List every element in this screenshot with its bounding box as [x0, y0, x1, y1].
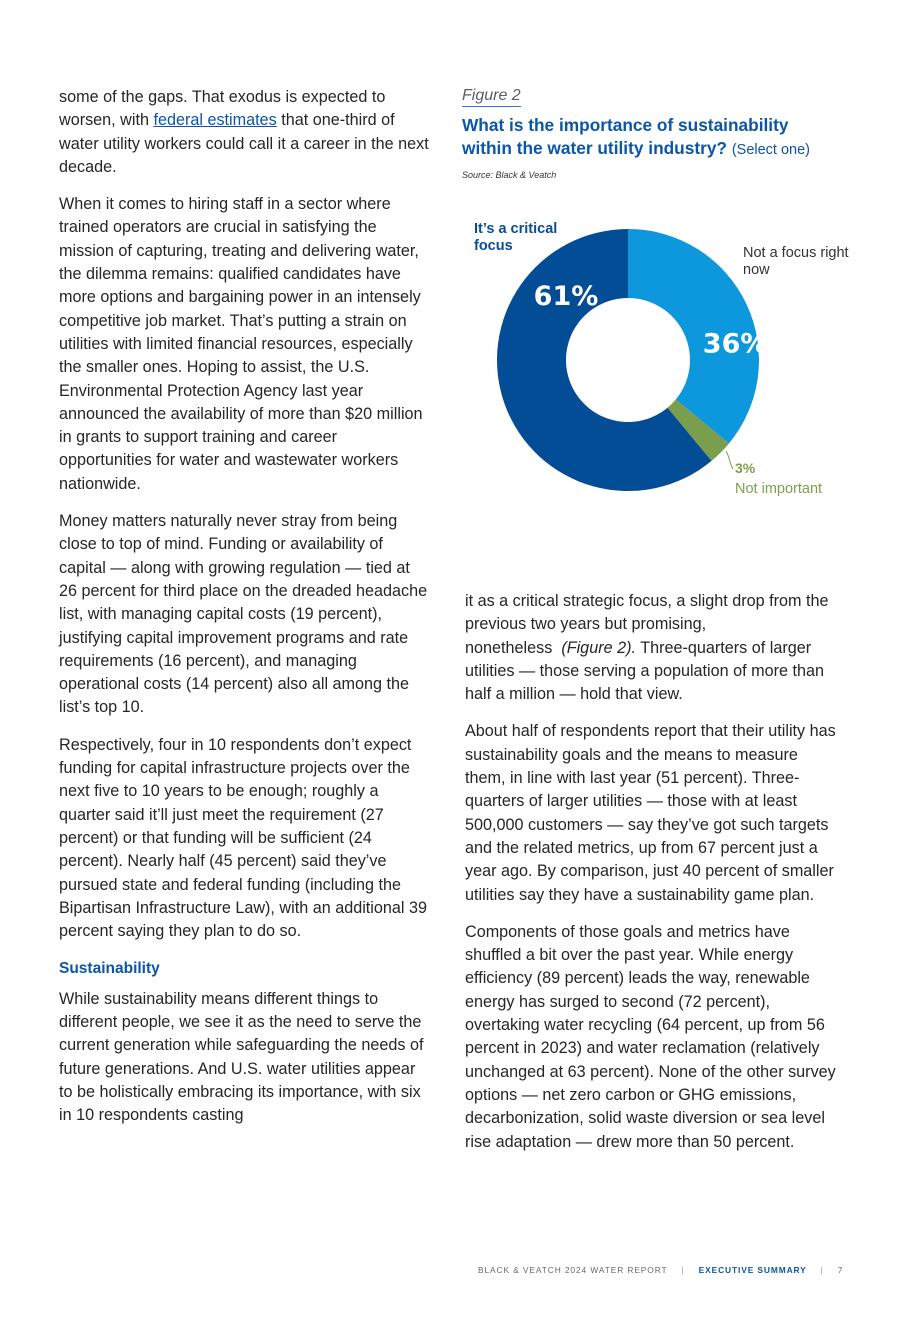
label-critical-focus: It’s a critical focus	[474, 221, 558, 254]
paragraph	[465, 590, 841, 706]
donut-chart	[460, 210, 780, 510]
footer-separator: |	[820, 1265, 824, 1275]
paragraph: About half of respondents report that their utility has sustainability goals and the means to measure them, in line with last year (51 percent). Three-quarters of larger utilities — those with at least 500,000 customers — say they’ve got such targets and the related metrics, up from 67 percent just a year ago. By comparison, just 40 percent of smaller utilities say they have a sustainability game plan.	[465, 722, 836, 904]
footer-section-link[interactable]: EXECUTIVE SUMMARY	[698, 1265, 807, 1275]
figure-label: Figure 2	[462, 87, 521, 107]
paragraph: When it comes to hiring staff in a sector where trained operators are crucial in satisfying the mission of capturing, treating and delivering water, the dilemma remains: qualified candidates have more options and bargaining power in an intensely competitive job market. That’s putting a strain on utilities with limited financial resources, especially the smaller ones. Hoping to assist, the U.S. Environmental Protection Agency last year announced the availability of more than $20 million in grants to support training and career opportunities for water and wastewater workers nationwide.	[59, 195, 423, 493]
text-run: Three-quarters of larger utilities — those serving a population of more than half a million — hold that view.	[465, 638, 825, 704]
footer-report-title: BLACK & VEATCH 2024 WATER REPORT	[478, 1265, 668, 1275]
text-run: some of the gaps. That exodus is expected to worsen, with	[59, 88, 386, 130]
figure-title-text: What is the importance of sustainability within the water utility industry?	[462, 115, 789, 158]
label-not-important: Not important	[735, 481, 823, 497]
figure-select-note: (Select one)	[731, 142, 810, 158]
page-number: 7	[837, 1265, 844, 1275]
footer-separator: |	[681, 1265, 685, 1275]
label-3-percent: 3%	[735, 460, 756, 476]
federal-estimates-link[interactable]: federal estimates	[153, 111, 277, 130]
section-heading-sustainability: Sustainability	[59, 960, 160, 978]
label-not-a-focus: Not a focus right now	[743, 245, 849, 278]
left-column	[59, 86, 431, 1141]
figure-source: Source: Black & Veatch	[462, 170, 557, 180]
donut-value-label-0: 36%	[702, 328, 768, 360]
donut-slices	[497, 229, 759, 491]
right-column	[465, 590, 841, 1168]
paragraph: Components of those goals and metrics have shuffled a bit over the past year. While energy efficiency (89 percent) leads the way, renewable energy has surged to second (72 percent), overtaking water recycling (64 percent, up from 56 percent in 2023) and water reclamation (relatively unchanged at 63 percent). None of the other survey options — net zero carbon or GHG emissions, decarbonization, solid waste diversion or sea level rise adaptation — drew more than 50 percent.	[465, 922, 836, 1151]
text-run: it as a critical strategic focus, a slight drop from the previous two years but promising, nonetheless	[465, 592, 829, 657]
text-run: that one-third of water utility workers could call it a career in the next decade.	[59, 111, 429, 176]
paragraph: While sustainability means different things to different people, we see it as the need to serve the current generation while safeguarding the needs of future generations. And U.S. water utilities appear to be holistically embracing its importance, with six in 10 respondents casting	[59, 989, 424, 1125]
paragraph: Respectively, four in 10 respondents don’t expect funding for capital infrastructure projects over the next five to 10 years to be enough; roughly a quarter said it’ll just meet the requirement (27 percent) or that funding will be sufficient (24 percent). Nearly half (45 percent) said they’ve pursued state and federal funding (including the Bipartisan Infrastructure Law), with an additional 39 percent saying they plan to do so.	[59, 735, 428, 941]
figure-reference: (Figure 2).	[561, 638, 636, 657]
donut-value-label-2: 61%	[533, 281, 599, 312]
page-footer	[478, 1265, 848, 1275]
paragraph: Money matters naturally never stray from being close to top of mind. Funding or availability of capital — along with growing regulation — tied at 26 percent for third place on the dreaded headache list, with managing capital costs (19 percent), justifying capital improvement programs and rate requirements (16 percent), and managing operational costs (14 percent) also all among the list’s top 10.	[59, 512, 428, 717]
paragraph	[59, 86, 431, 179]
leader-line	[726, 451, 733, 469]
figure-title	[462, 114, 842, 162]
